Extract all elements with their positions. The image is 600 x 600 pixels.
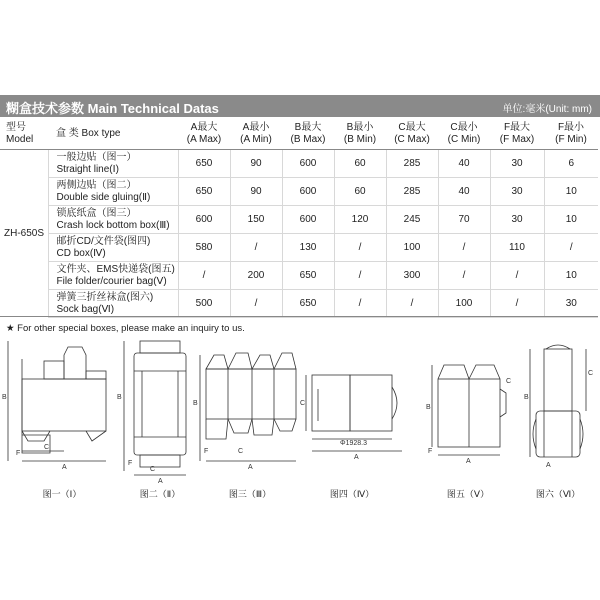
value-cell: 285 [386, 178, 438, 206]
column-header-c-min: C最小 (C Min) [438, 119, 490, 150]
value-cell: / [334, 290, 386, 318]
box-type-cell [48, 178, 178, 206]
value-cell: 600 [282, 150, 334, 178]
dim-label: B [524, 394, 529, 401]
value-cell: 130 [282, 234, 334, 262]
value-cell: 110 [490, 234, 544, 262]
value-cell: 500 [178, 290, 230, 318]
value-cell: / [230, 234, 282, 262]
value-cell: 30 [490, 150, 544, 178]
dim-label: C [238, 448, 244, 455]
dim-label: A [466, 458, 471, 465]
value-cell: 245 [386, 206, 438, 234]
value-cell: / [438, 234, 490, 262]
box-type-cn: 邮折CD/文件袋(图四) [56, 235, 151, 247]
column-header-b-min: B最小 (B Min) [334, 119, 386, 150]
value-cell: 650 [178, 178, 230, 206]
value-cell: 650 [282, 290, 334, 318]
dim-label: C [506, 378, 512, 385]
value-cell: 300 [386, 262, 438, 290]
figure-label-2: 图二（Ⅱ） [139, 489, 181, 499]
table-row [0, 206, 598, 234]
value-cell: 100 [438, 290, 490, 318]
column-header-box-type: 盒 类 Box type [48, 119, 178, 150]
dim-label: A [546, 462, 551, 469]
column-header-f-min: F最小 (F Min) [544, 119, 598, 150]
table-row [0, 290, 598, 318]
table-row [0, 262, 598, 290]
dim-label: A [248, 464, 253, 471]
value-cell: / [178, 262, 230, 290]
value-cell: 90 [230, 178, 282, 206]
value-cell: 150 [230, 206, 282, 234]
box-type-cn: 弹簧三折丝袜盒(图六) [56, 291, 154, 303]
box-type-cn: 一般边贴（图一） [56, 151, 137, 163]
box-type-cell [48, 262, 178, 290]
box-type-cn: 锁底纸盒（图三） [56, 207, 137, 219]
box-type-cell [48, 206, 178, 234]
dim-label: B [2, 394, 7, 401]
inquiry-note: ★ For other special boxes, please make an inquiry to us. [6, 323, 245, 334]
value-cell: 600 [282, 206, 334, 234]
value-cell: 10 [544, 178, 598, 206]
value-cell: 70 [438, 206, 490, 234]
diagram-crash-lock-bottom [193, 353, 296, 471]
column-header-c-max: C最大 (C Max) [386, 119, 438, 150]
dim-label: C [588, 370, 594, 377]
dim-label: B [426, 404, 431, 411]
value-cell: 30 [490, 206, 544, 234]
figure-label-6: 图六（Ⅵ） [535, 489, 581, 499]
diagram-double-side-gluing [117, 341, 186, 485]
model-cell: ZH-650S [0, 150, 48, 318]
box-type-en: File folder/courier bag(Ⅴ) [56, 275, 167, 287]
dim-label: B [193, 400, 198, 407]
diagram-cd-box [300, 375, 402, 461]
value-cell: / [386, 290, 438, 318]
column-header-f-max: F最大 (F Max) [490, 119, 544, 150]
dim-label: A [158, 478, 163, 485]
table-row [0, 234, 598, 262]
box-type-en: CD box(Ⅳ) [56, 247, 106, 259]
column-header-model: 型号 Model [0, 119, 48, 150]
dim-label: B [117, 394, 122, 401]
column-header-b-max: B最大 (B Max) [282, 119, 334, 150]
column-header-a-min: A最小 (A Min) [230, 119, 282, 150]
table-row [0, 178, 598, 206]
dim-label: C [300, 400, 306, 407]
value-cell: 650 [282, 262, 334, 290]
figure-label-5: 图五（Ⅴ） [446, 489, 490, 499]
table-row [0, 150, 598, 178]
box-type-en: Crash lock bottom box(Ⅲ) [56, 219, 170, 231]
value-cell: 580 [178, 234, 230, 262]
unit-label: 单位:毫米(Unit: mm) [502, 104, 592, 115]
value-cell: 60 [334, 150, 386, 178]
value-cell: 10 [544, 206, 598, 234]
value-cell: 10 [544, 262, 598, 290]
value-cell: / [490, 262, 544, 290]
diagram-sock-bag [524, 345, 593, 469]
value-cell: 100 [386, 234, 438, 262]
dim-label: C [150, 466, 156, 473]
figure-label-4: 图四（Ⅳ） [329, 489, 375, 499]
figure-label-1: 图一（Ⅰ） [42, 489, 82, 499]
dim-label: F [16, 450, 21, 457]
column-header-a-max: A最大 (A Max) [178, 119, 230, 150]
box-type-cell [48, 150, 178, 178]
value-cell: 6 [544, 150, 598, 178]
dim-label: C [44, 444, 50, 451]
box-type-diagrams [0, 335, 600, 485]
value-cell: / [334, 262, 386, 290]
value-cell: 40 [438, 150, 490, 178]
diameter-label: Φ1928.3 [340, 440, 367, 447]
dim-label: F [128, 460, 133, 467]
box-type-en: Double side gluing(Ⅱ) [56, 191, 151, 203]
value-cell: / [544, 234, 598, 262]
technical-data-table [0, 119, 598, 318]
value-cell: 30 [490, 178, 544, 206]
section-header [0, 95, 600, 117]
value-cell: 650 [178, 150, 230, 178]
value-cell: 200 [230, 262, 282, 290]
value-cell: 30 [544, 290, 598, 318]
value-cell: / [438, 262, 490, 290]
box-type-cell [48, 290, 178, 318]
value-cell: 600 [282, 178, 334, 206]
value-cell: 90 [230, 150, 282, 178]
value-cell: 60 [334, 178, 386, 206]
value-cell: 600 [178, 206, 230, 234]
dim-label: A [354, 454, 359, 461]
box-type-cn: 两侧边贴（图二） [56, 179, 137, 191]
box-type-en: Straight line(Ⅰ) [56, 163, 119, 175]
dim-label: F [428, 448, 433, 455]
section-title: 糊盒技术参数 Main Technical Datas [6, 101, 219, 116]
diagram-straight-line [2, 341, 106, 471]
value-cell: 40 [438, 178, 490, 206]
box-type-cn: 文件夹、EMS快递袋(图五) [56, 263, 175, 275]
box-type-en: Sock bag(Ⅵ) [56, 303, 115, 315]
table-header-row [0, 119, 598, 150]
value-cell: / [334, 234, 386, 262]
value-cell: 120 [334, 206, 386, 234]
table-divider [0, 316, 598, 317]
value-cell: / [490, 290, 544, 318]
box-type-cell [48, 234, 178, 262]
dim-label: A [62, 464, 67, 471]
figure-label-3: 图三（Ⅲ） [228, 489, 272, 499]
value-cell: 285 [386, 150, 438, 178]
dim-label: F [204, 448, 209, 455]
value-cell: / [230, 290, 282, 318]
diagram-file-folder [426, 365, 511, 465]
